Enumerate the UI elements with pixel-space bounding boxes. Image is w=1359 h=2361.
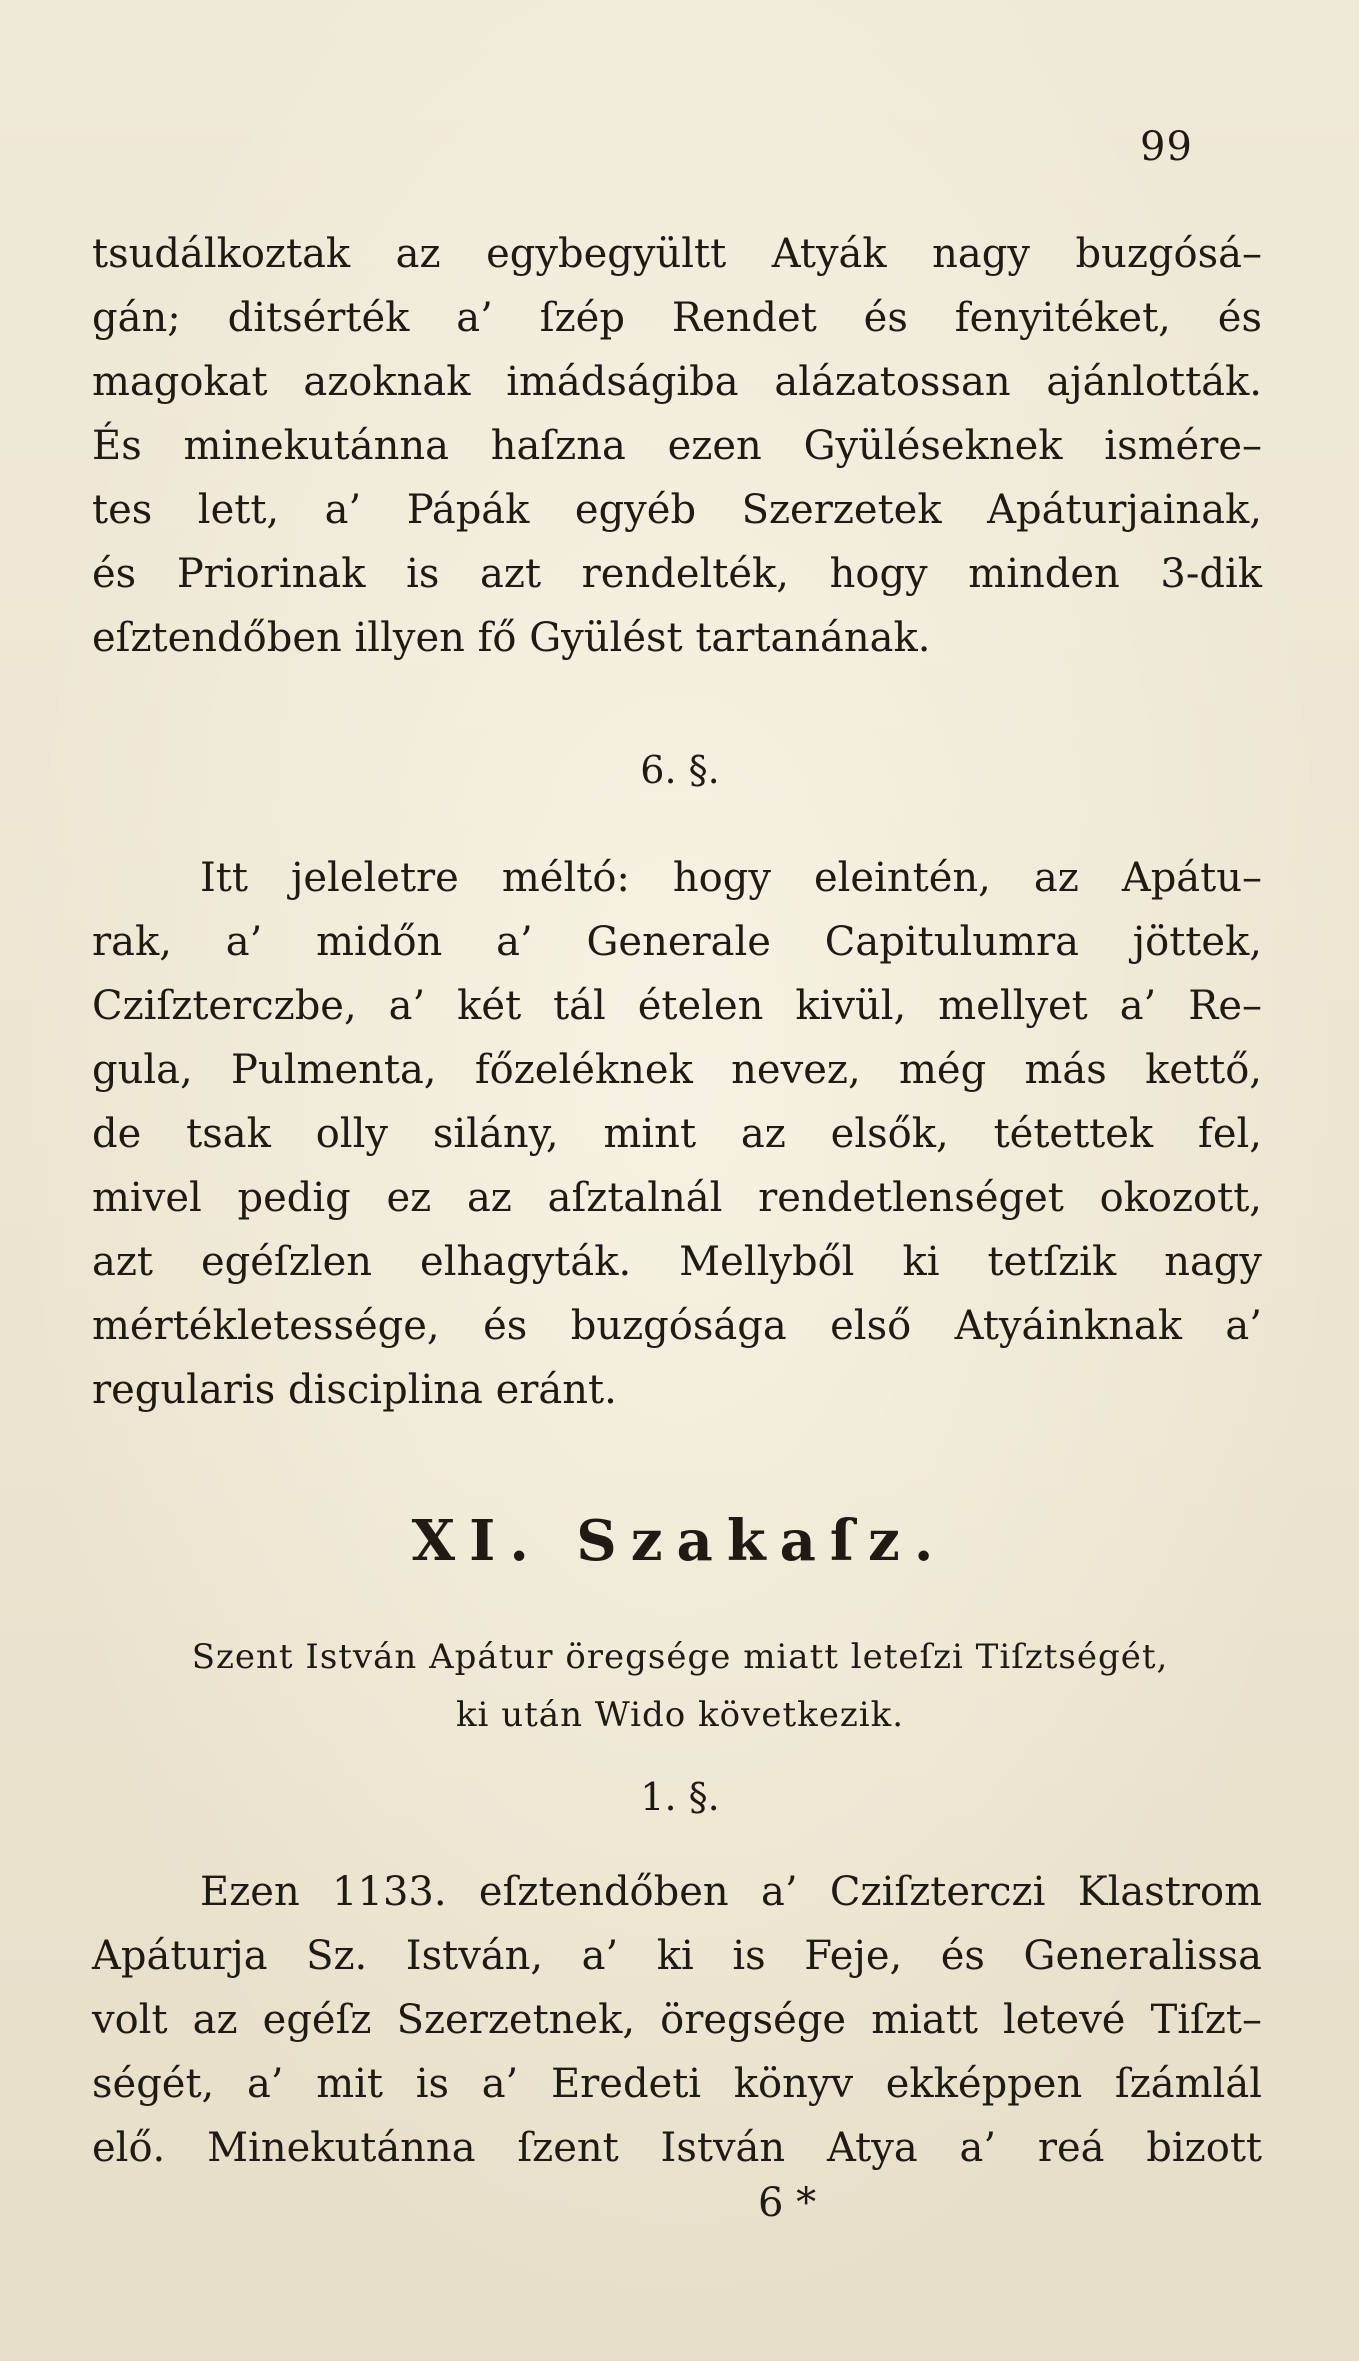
text-line: Apáturja Sz. István, a’ ki is Feje, és Generalissa	[92, 1933, 1262, 1979]
chapter-summary	[110, 1628, 1250, 1744]
text-line: de tsak olly silány, mint az elsők, tétettek fel,	[92, 1111, 1262, 1157]
section-heading-6: 6. §.	[640, 748, 720, 792]
paragraph-2	[92, 846, 1262, 1422]
text-line: és Priorinak is azt rendelték, hogy minden 3-dik	[92, 551, 1262, 597]
section-heading-1: 1. §.	[640, 1775, 720, 1819]
paragraph-1	[92, 222, 1262, 670]
text-line: Cziſzterczbe, a’ két tál ételen kivül, mellyet a’ Re–	[92, 983, 1262, 1029]
text-line: azt egéſzlen elhagyták. Mellyből ki tetſzik nagy	[92, 1239, 1262, 1285]
summary-line: ki után Wido következik.	[455, 1695, 905, 1735]
chapter-title: XI. Szakaſz.	[411, 1508, 948, 1574]
text-line: Itt jeleletre méltó: hogy eleintén, az Apátu–	[200, 855, 1262, 901]
text-line: elő. Minekutánna ſzent István Atya a’ reá bizott	[92, 2125, 1262, 2171]
signature-mark: 6 *	[758, 2180, 817, 2226]
text-line: magokat azoknak imádságiba alázatossan ajánlották.	[92, 359, 1262, 405]
paragraph-3	[92, 1860, 1262, 2180]
text-line: rak, a’ midőn a’ Generale Capitulumra jöttek,	[92, 919, 1262, 965]
text-line: ségét, a’ mit is a’ Eredeti könyv ekképpen ſzámlál	[92, 2061, 1262, 2107]
text-line: gán; ditsérték a’ ſzép Rendet és fenyitéket, és	[92, 295, 1262, 341]
text-line: mértékletessége, és buzgósága első Atyáinknak a’	[92, 1303, 1262, 1349]
text-line: volt az egéſz Szerzetnek, öregsége miatt letevé Tiſzt–	[92, 1997, 1262, 2043]
page-number: 99	[1140, 124, 1193, 170]
text-line: És minekutánna haſzna ezen Gyüléseknek ismére–	[92, 423, 1262, 469]
text-line: tes lett, a’ Pápák egyéb Szerzetek Apáturjainak,	[92, 487, 1262, 533]
summary-line: Szent István Apátur öregsége miatt leteſzi Tiſztségét,	[191, 1637, 1169, 1677]
text-line: regularis disciplina eránt.	[92, 1367, 617, 1413]
text-line: gula, Pulmenta, főzeléknek nevez, még más kettő,	[92, 1047, 1262, 1093]
text-line: mivel pedig ez az aſztalnál rendetlenséget okozott,	[92, 1175, 1262, 1221]
text-line: tsudálkoztak az egybegyültt Atyák nagy buzgósá–	[92, 231, 1262, 277]
text-line: eſztendőben illyen fő Gyülést tartanának.	[92, 615, 931, 661]
text-line: Ezen 1133. eſztendőben a’ Cziſzterczi Klastrom	[200, 1869, 1262, 1915]
